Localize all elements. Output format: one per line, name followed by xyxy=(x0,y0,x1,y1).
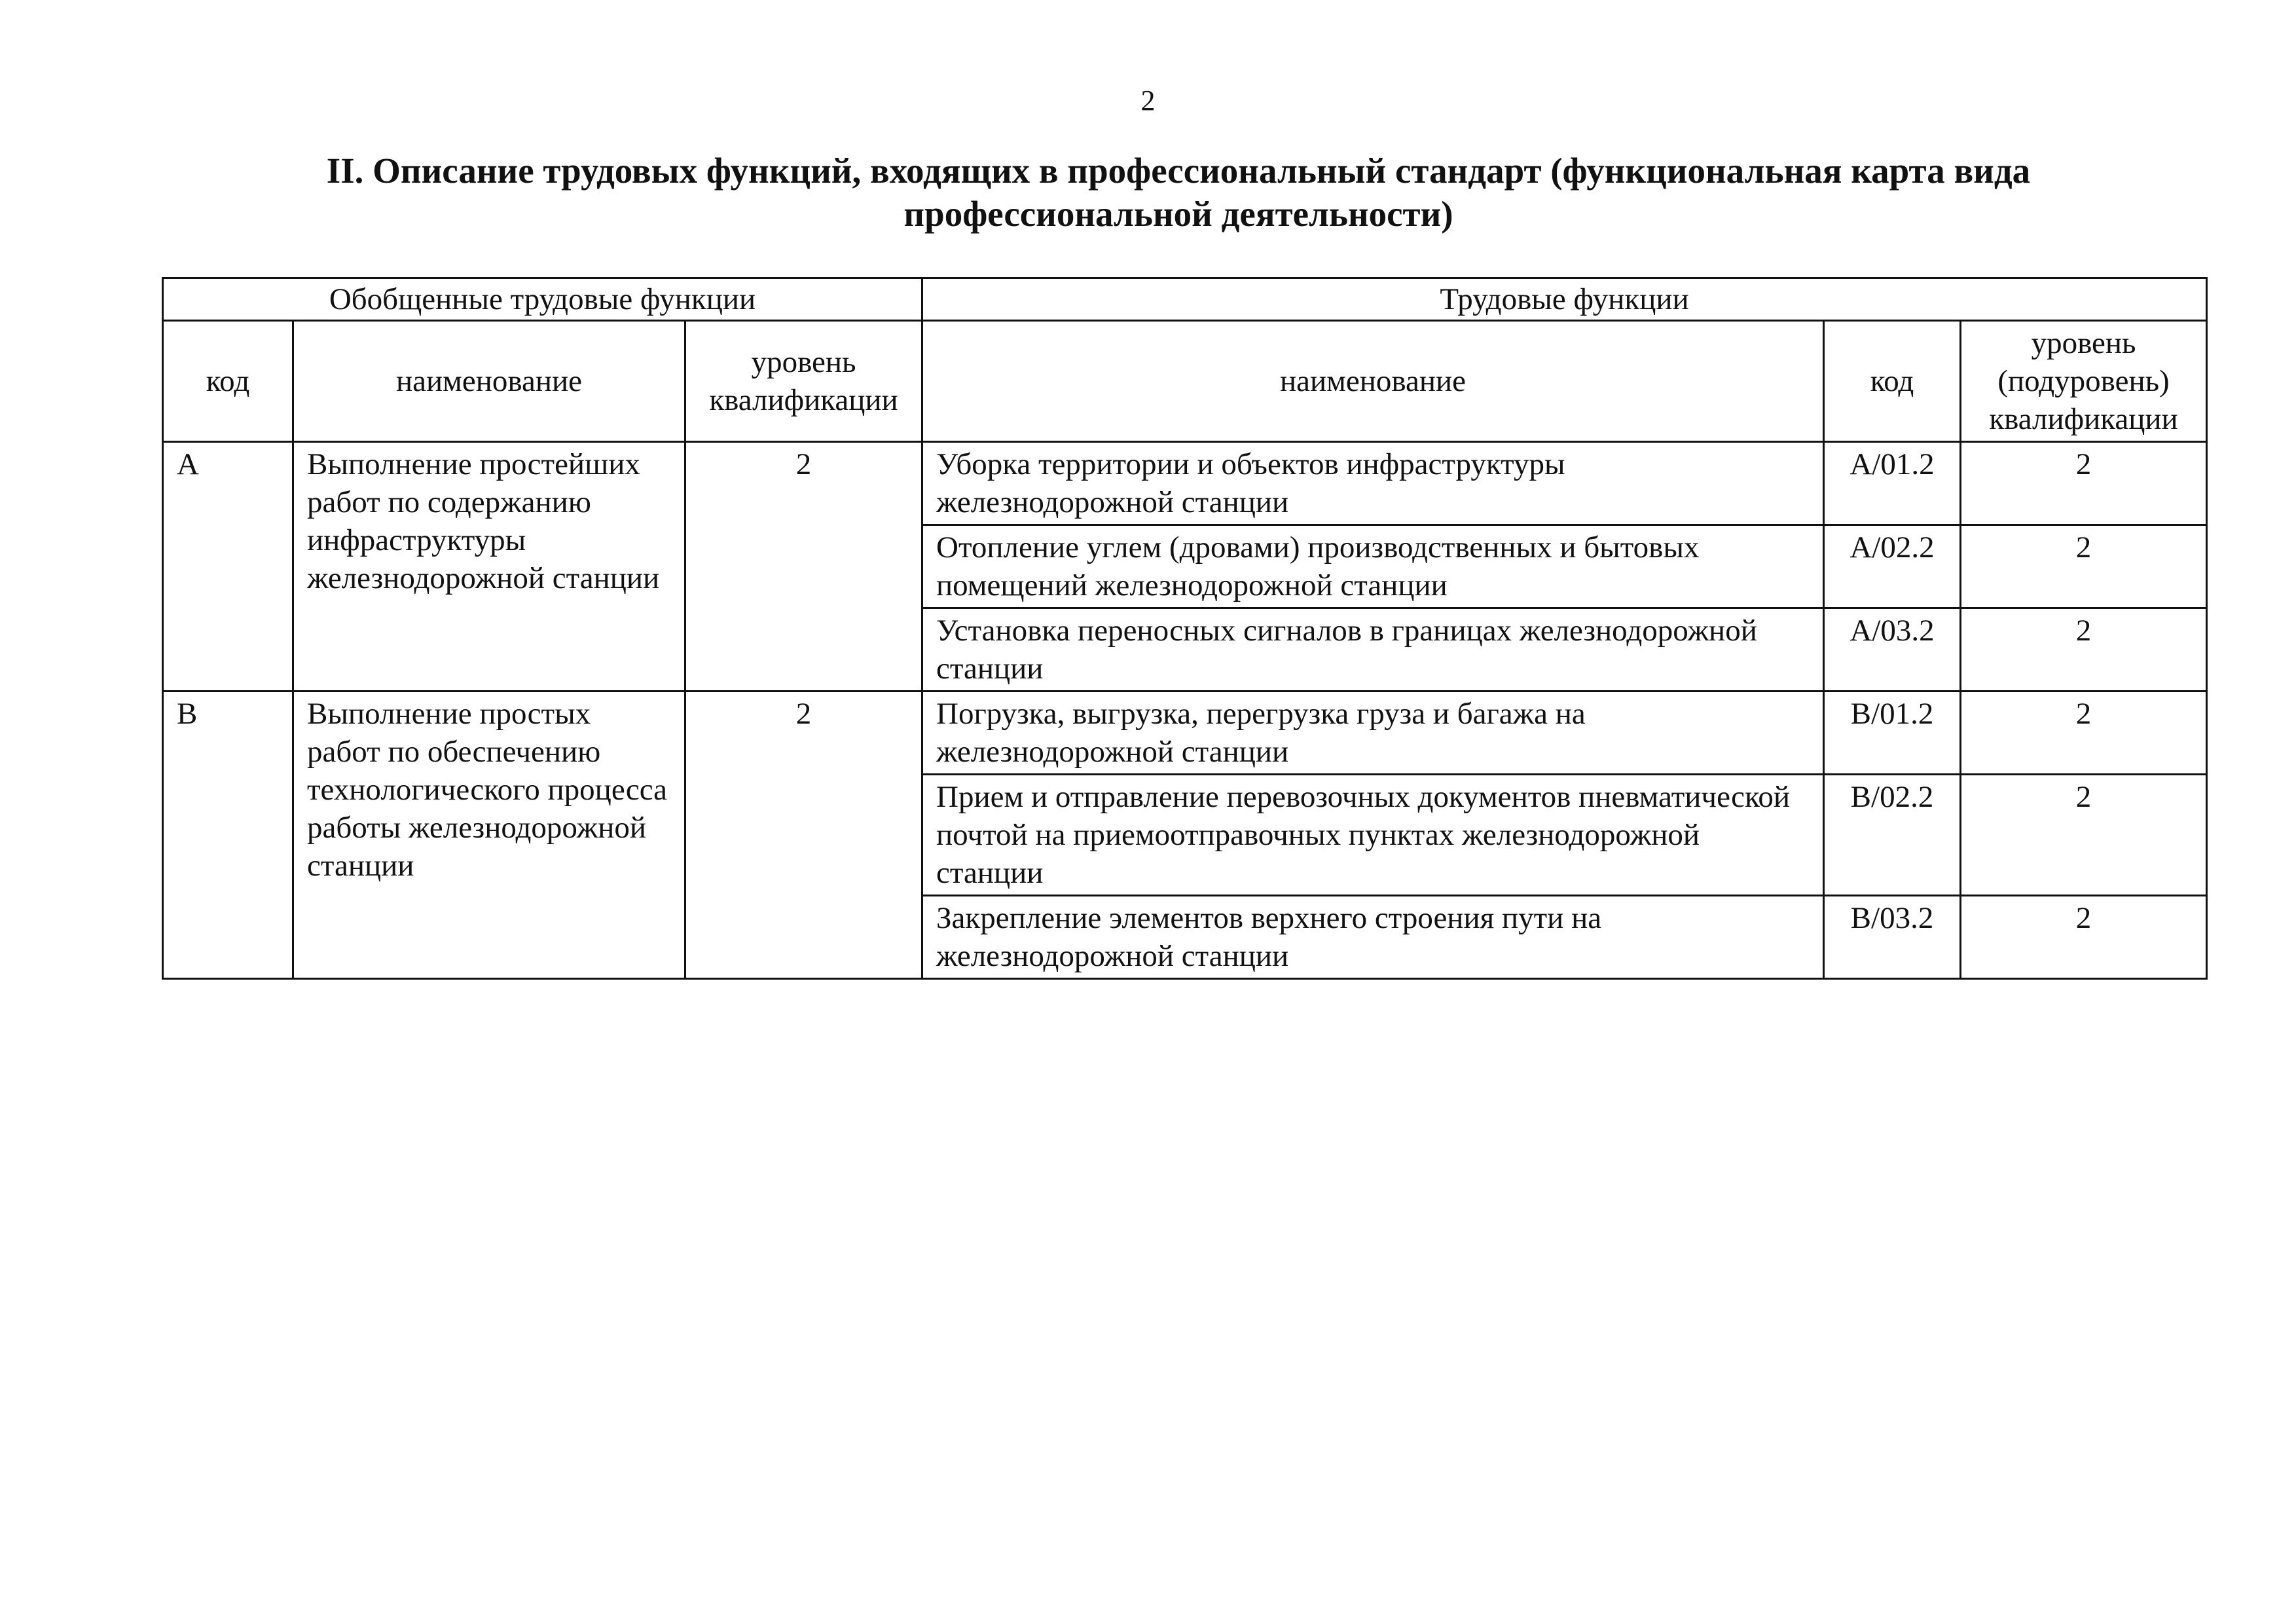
function-name-cell: Отопление углем (дровами) производственных и бытовых помещений железнодорожной станции xyxy=(922,525,1824,608)
function-code-cell: B/03.2 xyxy=(1824,896,1961,979)
generalized-functions-header: Обобщенные трудовые функции xyxy=(163,278,922,321)
page-number: 2 xyxy=(1140,84,1156,117)
function-level-cell: 2 xyxy=(1961,896,2207,979)
function-level-cell: 2 xyxy=(1961,525,2207,608)
table-row xyxy=(163,692,2207,775)
function-level-cell: 2 xyxy=(1961,442,2207,525)
function-code-cell: A/01.2 xyxy=(1824,442,1961,525)
function-level-column-header: уровень (подуровень) квалификации xyxy=(1961,321,2207,442)
function-code-cell: B/02.2 xyxy=(1824,775,1961,896)
function-code-cell: A/03.2 xyxy=(1824,608,1961,692)
functional-map-table xyxy=(162,277,2208,980)
section-title: II. Описание трудовых функций, входящих в профессиональный стандарт (функциональная карта вида профессиональной деятельности) xyxy=(326,151,2031,234)
code-column-header: код xyxy=(163,321,293,442)
function-code-cell: A/02.2 xyxy=(1824,525,1961,608)
group-level-cell: 2 xyxy=(685,442,922,692)
group-name-cell: Выполнение простых работ по обеспечению технологического процесса работы железнодорожной станции xyxy=(293,692,685,979)
table-column-header-row xyxy=(163,321,2207,442)
function-name-column-header: наименование xyxy=(922,321,1824,442)
function-name-cell: Погрузка, выгрузка, перегрузка груза и багажа на железнодорожной станции xyxy=(922,692,1824,775)
function-level-cell: 2 xyxy=(1961,608,2207,692)
group-code-cell: B xyxy=(163,692,293,979)
group-code-cell: A xyxy=(163,442,293,692)
function-name-cell: Прием и отправление перевозочных документов пневматической почтой на приемоотправочных пунктах железнодорожной станции xyxy=(922,775,1824,896)
function-name-cell: Уборка территории и объектов инфраструктуры железнодорожной станции xyxy=(922,442,1824,525)
function-code-column-header: код xyxy=(1824,321,1961,442)
labor-functions-header: Трудовые функции xyxy=(922,278,2207,321)
group-name-cell: Выполнение простейших работ по содержанию инфраструктуры железнодорожной станции xyxy=(293,442,685,692)
function-name-cell: Установка переносных сигналов в границах железнодорожной станции xyxy=(922,608,1824,692)
level-column-header: уровень квалификации xyxy=(685,321,922,442)
name-column-header: наименование xyxy=(293,321,685,442)
function-code-cell: B/01.2 xyxy=(1824,692,1961,775)
function-name-cell: Закрепление элементов верхнего строения пути на железнодорожной станции xyxy=(922,896,1824,979)
table-group-header-row xyxy=(163,278,2207,321)
table-row xyxy=(163,442,2207,525)
group-level-cell: 2 xyxy=(685,692,922,979)
function-level-cell: 2 xyxy=(1961,775,2207,896)
function-level-cell: 2 xyxy=(1961,692,2207,775)
